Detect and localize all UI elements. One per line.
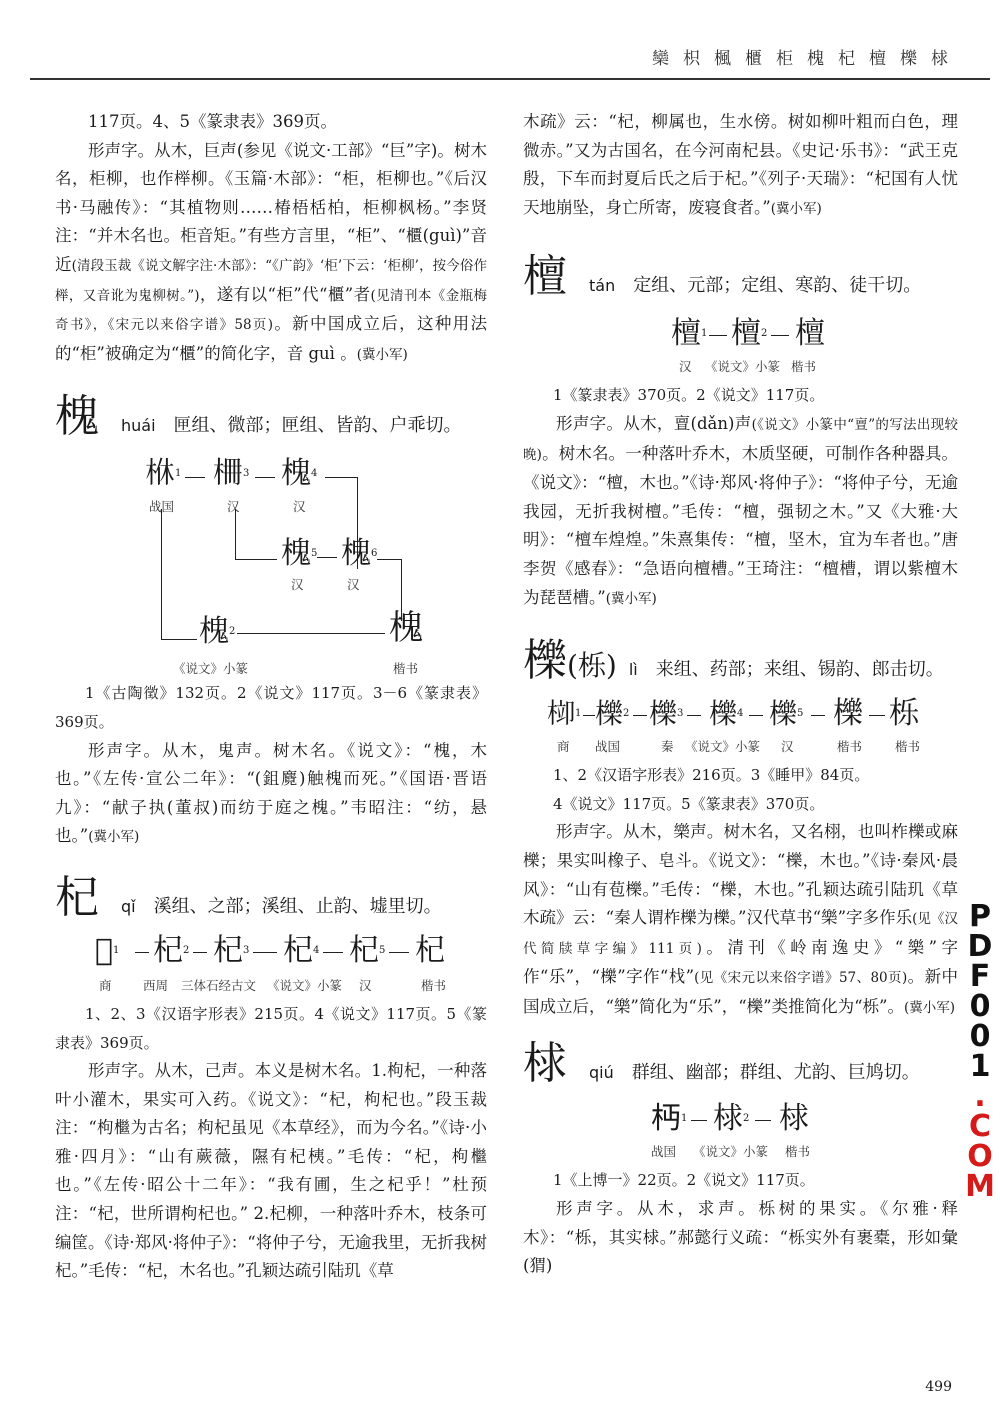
glyph: 𣒂$^1$ (547, 697, 582, 731)
page-number: 499 (925, 1379, 952, 1395)
glyph: 梂 (779, 1101, 809, 1137)
paragraph: 1《古陶徵》132页。2《说文》117页。3－6《篆隶表》369页。 (55, 684, 487, 731)
right-column (523, 108, 958, 1281)
glyph: 𣏜$^1$ (651, 1101, 688, 1137)
glyph: 栎 (889, 696, 919, 732)
paragraph: 1《上博一》22页。2《说文》117页。 (553, 1171, 815, 1190)
paragraph: 1、2《汉语字形表》216页。3《睡甲》84页。 (553, 766, 870, 785)
glyph: 檀$^1$ (671, 316, 708, 352)
glyph: 梂$^2$ (713, 1101, 750, 1137)
glyph: 檀 (795, 316, 825, 352)
glyph: 櫟 (833, 696, 863, 732)
entry-head-huai: 槐 huái 匣组、微部；匣组、皆韵、户乖切。 (55, 391, 462, 443)
running-header: 欒枳楓櫃柜槐杞檀櫟梂 (652, 49, 962, 69)
paragraph: 1《篆隶表》370页。2《说文》117页。 (553, 386, 825, 405)
paragraph: 形声字。从木，巨声(参见《说文·工部》“巨”字)。树木名，柜柳，也作榉柳。《玉篇·木部》：“柜，柜柳也。”《后汉书·马融传》：“其植物则……椿梧栝柏，柜柳枫杨。”李贤注：“并木名也。柜音矩。”有些方言里，“柜”、“櫃(guì)”音近(清段玉裁《说文解字注·木部》：“《广韵》‘柜’下云：‘柜柳’，按今俗作榉，又音讹为鬼柳树。”)，遂有以“柜”代“櫃”者(见清刊本《金瓶梅奇书》，《宋元以来俗字谱》58页)。新中国成立后，这种用法的“柜”被确定为“櫃”的简化字，音 guì 。(冀小军) (55, 140, 488, 363)
paragraph: 形声字。从木，樂声。树木名，又名栩，也叫柞櫟或麻櫟；果实叫橡子、皂斗。《说文》：“櫟，木也。”《诗·秦风·晨风》：“山有苞櫟。”毛传：“櫟，木也。”孔颖达疏引陆玑《草木疏》云：“秦人谓柞櫟为櫟。”汉代草书“樂”字多作乐(见《汉代简牍草字编》111页)。清刊《岭南逸史》“樂”字作“乐”，“櫟”字作“𣏾”(见《宋元以来俗字谱》57、80页)。新中国成立后，“樂”简化为“乐”，“櫟”类推简化为“栎”。(冀小军) (523, 822, 958, 1016)
watermark: P D F 0 0 1 . C O M (965, 899, 995, 1204)
left-column (55, 108, 487, 1286)
glyph: 𣏉$^1$ (95, 932, 120, 968)
glyph: 𣑭$^3$ (213, 456, 250, 492)
glyph: 櫟$^5$ (769, 697, 804, 731)
glyph: 槐 (389, 608, 423, 649)
paragraph: 形声字。从木，己声。本义是树木名。1.枸杞，一种落叶小灌木，果实可入药。《说文》：“杞，枸杞也。”段玉裁注：“枸檵为古名；枸杞虽见《本草经》，而为今名。”《诗·小雅·四月》：“山有蕨薇，隰有杞桋。”毛传：“杞，枸檵也。”《左传·昭公十二年》：“我有圃，生之杞乎！”杜预注：“杞，世所谓枸杞也。” 2.杞柳，一种落叶乔木，枝条可编筐。《诗·郑风·将仲子》：“将仲子兮，无逾我里，无折我树杞。”毛传：“杞，木名也。”孔颖达疏引陆玑《草 (55, 1061, 487, 1281)
paragraph: 木疏》云：“杞，柳属也，生水傍。树如柳叶粗而白色，理微赤。”又为古国名，在今河南杞县。《史记·乐书》：“武王克殷，下车而封夏后氏之后于杞。”《列子·天瑞》：“杞国有人忧天地崩坠，身亡所寄，废寝食者。”(冀小军) (523, 112, 958, 217)
glyph: 槐$^2$ (199, 614, 236, 650)
glyph-evolution-huai: 𣐾$^1$ 𣑭$^3$ 槐$^4$ 战国 汉 汉 槐$^5$ 槐$^6$ 汉 汉 槐$^2$ 槐 《说文》小篆 楷书 (145, 456, 423, 677)
paragraph: 形声字。从木，亶(dǎn)声(《说文》小篆中“亶”的写法出现较晚)。树木名。一种落叶乔木，木质坚硬，可制作各种器具。《说文》：“檀，木也。”《诗·郑风·将仲子》：“将仲子兮，无逾我园，无折我树檀。”毛传：“檀，强韧之木。”又《大雅·大明》：“檀车煌煌。”朱熹集传：“檀，坚木，宜为车者也。”唐李贺《感春》：“急语向檀槽。”王琦注：“檀槽，谓以紫檀木为琵琶槽。”(冀小军) (523, 413, 958, 607)
glyph: 杞$^5$ (349, 932, 386, 968)
glyph: 槐$^6$ (341, 536, 378, 572)
glyph: 𣐾$^1$ (145, 456, 182, 492)
paragraph: 1、2、3《汉语字形表》215页。4《说文》117页。5《篆隶表》369页。 (55, 1004, 487, 1052)
glyph: 槐$^5$ (281, 536, 318, 572)
glyph-evolution-qiu: 𣏜$^1$ 梂$^2$ 梂 战国 《说文》小篆 楷书 (651, 1101, 811, 1160)
glyph: 櫟$^4$ (709, 697, 744, 731)
entry-head-qiu: 梂 qiú 群组、幽部；群组、尤韵、巨鸠切。 (523, 1038, 920, 1090)
glyph-evolution-li: 𣒂$^1$ 櫟$^2$ 櫟$^3$ 櫟$^4$ 櫟$^5$ 櫟 栎 商 战国 秦 《说文》小篆 汉 楷书 楷书 (547, 696, 921, 755)
header-rule (30, 78, 990, 80)
glyph: 櫟$^2$ (595, 697, 630, 731)
glyph-evolution-tan: 檀$^1$ 檀$^2$ 檀 汉 《说文》小篆 楷书 (671, 316, 825, 375)
glyph: 槐$^4$ (281, 456, 318, 492)
glyph: 杞$^3$ (213, 932, 250, 968)
glyph: 杞$^2$ (153, 932, 190, 968)
entry-head-li: 櫟 (栎) lì 来组、药部；来组、锡韵、郎击切。 (523, 635, 944, 687)
entry-head-qi: 杞 qǐ 溪组、之部；溪组、止韵、墟里切。 (55, 871, 442, 923)
glyph: 檀$^2$ (731, 316, 768, 352)
glyph: 杞 (415, 932, 445, 968)
glyph-evolution-qi: 𣏉$^1$ 杞$^2$ 杞$^3$ 杞$^4$ 杞$^5$ 杞 商 西周 三体石经古文 《说文》小篆 汉 楷书 (95, 932, 447, 993)
glyph: 杞$^4$ (283, 932, 320, 968)
entry-head-tan: 檀 tán 定组、元部；定组、寒韵、徒干切。 (523, 251, 922, 303)
paragraph: 117页。4、5《篆隶表》369页。 (88, 112, 337, 131)
paragraph: 形声字。从木，鬼声。树木名。《说文》：“槐，木也。”《左传·宣公二年》：“(鉏麑)触槐而死。”《国语·晋语九》：“献子执(董叔)而纺于庭之槐。”韦昭注：“纺，悬也。”(冀小军) (55, 740, 487, 846)
glyph: 櫟$^3$ (649, 697, 684, 731)
paragraph: 4《说文》117页。5《篆隶表》370页。 (553, 794, 825, 813)
paragraph: 形声字。从木，求声。栎树的果实。《尔雅·释木》：“栎，其实梂。”郝懿行义疏：“栎实外有裹橐，形如彙(猬) (523, 1199, 958, 1276)
